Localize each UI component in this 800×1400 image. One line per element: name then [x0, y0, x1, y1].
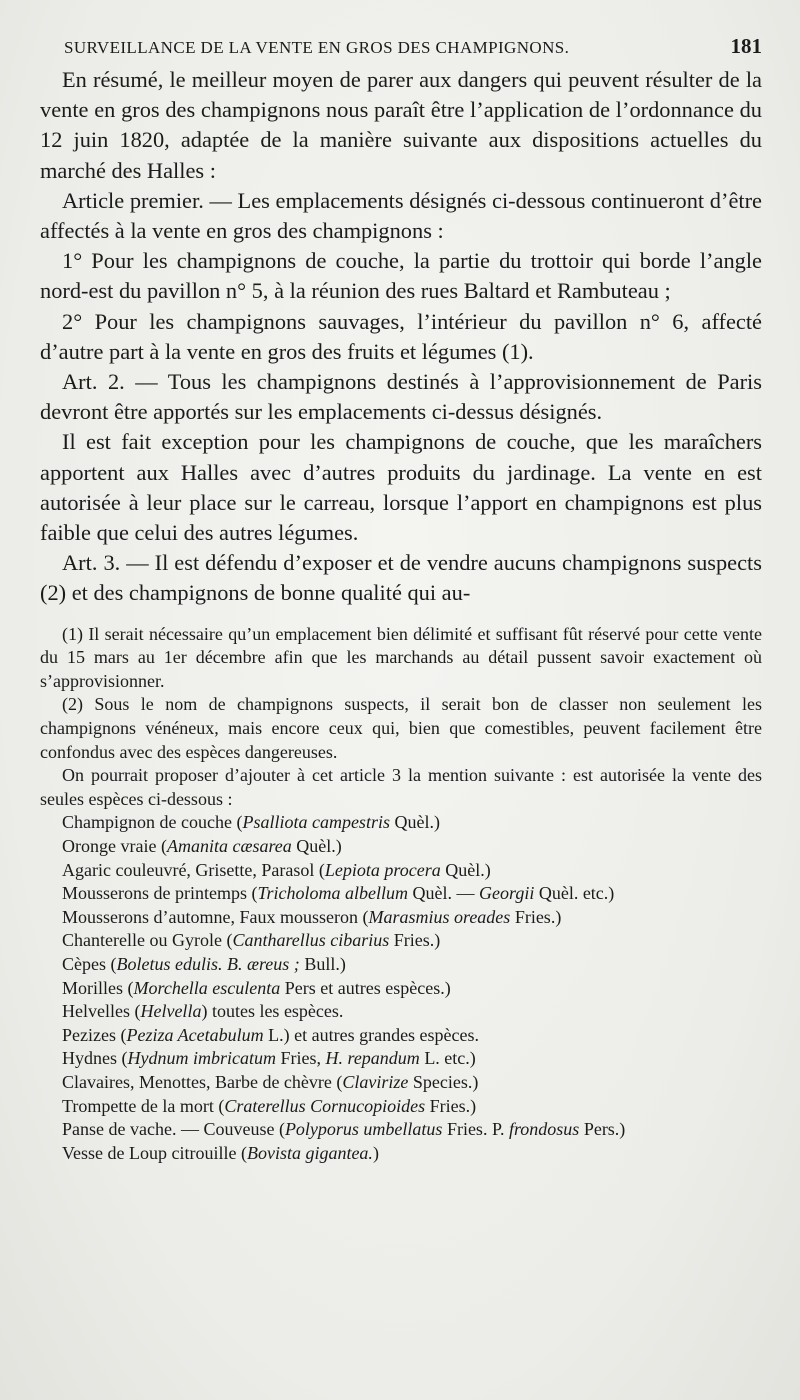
species-item [40, 1024, 762, 1048]
species-text: ) toutes les espèces. [201, 1001, 344, 1022]
species-text: Cèpes ( [62, 953, 117, 974]
species-text: Champignon de couche ( [62, 812, 243, 833]
species-text: Morilles ( [62, 977, 134, 998]
species-text: Quèl. — [408, 883, 479, 904]
species-text: Fries.) [389, 930, 441, 951]
species-text: Quèl.) [291, 836, 342, 856]
species-text: Quèl. etc.) [534, 883, 615, 904]
species-scientific-name: Georgii [479, 883, 535, 904]
species-scientific-name: Peziza Acetabulum [126, 1024, 264, 1045]
paragraph-article-1: Article premier. — Les emplacements désignés ci-dessous continueront d’être affectés à la vente en gros des champignons : [40, 187, 762, 244]
species-text: Pers et autres espèces.) [280, 977, 451, 998]
species-scientific-name: frondosus [508, 1119, 580, 1140]
species-text: Mousserons de printemps ( [62, 883, 258, 904]
species-text: Fries.) [425, 1095, 477, 1116]
species-text: Clavaires, Menottes, Barbe de chèvre ( [62, 1071, 343, 1092]
species-scientific-name: Amanita cæsarea [166, 836, 292, 856]
species-item [40, 859, 762, 883]
paragraph-exception: Il est fait exception pour les champignons de couche, que les maraîchers apportent aux Halles avec d’autres produits du jardinage. La vente en est autorisée à leur place sur le carreau, lorsque l’apport en champignons est plus faible que celui des autres légumes. [40, 429, 762, 546]
species-text: L. etc.) [419, 1048, 476, 1069]
paragraph-article-2: Art. 2. — Tous les champignons destinés à l’approvisionnement de Paris devront être apportés sur les emplacements ci-dessus désignés. [40, 369, 762, 425]
species-text: Hydnes ( [62, 1048, 128, 1069]
species-scientific-name: Lepiota procera [324, 859, 441, 880]
page-number: 181 [730, 34, 762, 58]
species-text: Pezizes ( [62, 1024, 127, 1045]
species-text: Trompette de la mort ( [62, 1095, 225, 1116]
species-text: Chanterelle ou Gyrole ( [62, 930, 233, 951]
footnote-proposal: On pourrait proposer d’ajouter à cet article 3 la mention suivante : est autorisée la vente des seules espèces ci-dessous : [40, 765, 762, 809]
species-item [40, 1071, 762, 1095]
species-scientific-name: Psalliota campestris [242, 812, 390, 833]
species-text: Fries. P. [442, 1119, 509, 1140]
species-item [40, 953, 762, 977]
species-scientific-name: Polyporus umbellatus [284, 1119, 443, 1140]
species-item [40, 1047, 762, 1071]
running-head [64, 34, 762, 59]
paragraph-summary: En résumé, le meilleur moyen de parer aux dangers qui peuvent résulter de la vente en gros des champignons nous paraît être l’application de l’ordonnance du 12 juin 1820, adaptée de la manière suivante aux dispositions actuelles du marché des Halles : [40, 67, 762, 183]
species-text: Quèl.) [389, 812, 440, 833]
species-item [40, 1142, 762, 1166]
species-item [40, 1118, 762, 1142]
species-item [40, 811, 762, 835]
species-scientific-name: Bovista gigantea. [246, 1142, 373, 1163]
species-item [40, 1095, 762, 1119]
species-text: Quèl.) [440, 859, 491, 880]
species-text: Mousserons d’automne, Faux mousseron ( [62, 906, 369, 927]
species-scientific-name: Morchella esculenta [133, 977, 281, 998]
footnote-1: (1) Il serait nécessaire qu’un emplacement bien délimité et suffisant fût réservé pour cette vente du 15 mars au 1er décembre afin que les marchands au détail pussent savoir exactement où s’approvisionner. [40, 623, 762, 691]
species-text: L.) et autres grandes espèces. [263, 1024, 480, 1045]
species-text: Species.) [408, 1071, 479, 1092]
footnotes [40, 623, 762, 1166]
running-title: SURVEILLANCE DE LA VENTE EN GROS DES CHAMPIGNONS. [64, 38, 570, 57]
species-scientific-name: Hydnum imbricatum [127, 1048, 276, 1069]
species-text: Agaric couleuvré, Grisette, Parasol ( [62, 859, 325, 880]
main-text [40, 65, 762, 609]
species-item [40, 929, 762, 953]
species-scientific-name: Clavirize [342, 1071, 409, 1092]
species-item [40, 835, 762, 859]
species-scientific-name: Helvella [140, 1001, 202, 1022]
species-item [40, 977, 762, 1001]
paragraph-article-1-item-2: 2° Pour les champignons sauvages, l’intérieur du pavillon n° 6, affecté d’autre part à la vente en gros des fruits et légumes (1). [40, 308, 762, 364]
species-text: Panse de vache. — Couveuse ( [62, 1119, 285, 1140]
footnote-2: (2) Sous le nom de champignons suspects, il serait bon de classer non seulement les champignons vénéneux, mais encore ceux qui, bien que comestibles, peuvent facilement être confondus avec des espèces dangereuses. [40, 694, 762, 762]
species-item [40, 906, 762, 930]
species-text: Helvelles ( [62, 1001, 141, 1022]
paragraph-article-3: Art. 3. — Il est défendu d’exposer et de vendre aucuns champignons suspects (2) et des champignons de bonne qualité qui au- [40, 550, 762, 606]
species-scientific-name: Boletus edulis. B. æreus ; [116, 953, 300, 974]
species-list [40, 811, 762, 1165]
paragraph-article-1-item-1: 1° Pour les champignons de couche, la partie du trottoir qui borde l’angle nord-est du pavillon n° 5, à la réunion des rues Baltard et Rambuteau ; [40, 248, 762, 304]
species-item [40, 882, 762, 906]
species-text: ) [372, 1142, 379, 1163]
species-scientific-name: Marasmius oreades [368, 906, 511, 927]
species-text: Vesse de Loup citrouille ( [62, 1142, 247, 1163]
species-text: Oronge vraie ( [62, 836, 167, 856]
species-item [40, 1000, 762, 1024]
species-text: Bull.) [299, 953, 346, 974]
species-scientific-name: Cantharellus cibarius [232, 930, 390, 951]
species-text: Fries.) [510, 906, 562, 927]
species-scientific-name: Tricholoma albellum [257, 883, 408, 904]
species-text: Fries, [275, 1048, 326, 1069]
species-scientific-name: H. repandum [325, 1048, 420, 1069]
species-text: Pers.) [579, 1119, 626, 1140]
species-scientific-name: Craterellus Cornucopioides [224, 1095, 426, 1116]
